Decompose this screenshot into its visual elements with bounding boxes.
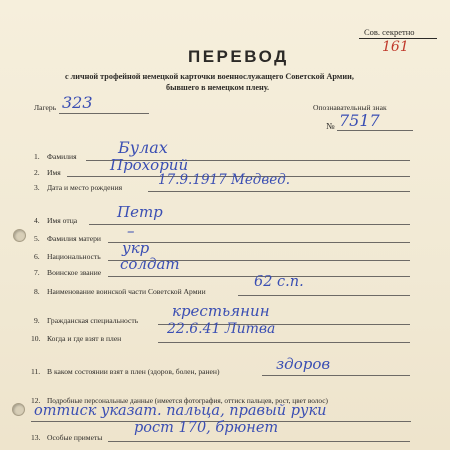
field-9-label: Гражданская специальность: [47, 316, 139, 325]
camp-label: Лагерь: [34, 103, 57, 112]
field-13-value: рост 170, брюнет: [134, 420, 279, 436]
field-6-num: 6.: [34, 252, 40, 261]
field-6-value: укр: [122, 239, 150, 257]
field-12-value: оттиск указат. пальца, правый руки: [34, 403, 327, 419]
field-13-label: Особые приметы: [47, 433, 103, 442]
subtitle-line-2: бывшего в немецком плену.: [166, 83, 270, 92]
field-8-num: 8.: [34, 287, 40, 296]
field-11-line: [262, 375, 410, 376]
punch-hole-bottom: [12, 403, 25, 416]
id-tag-prefix: №: [326, 121, 335, 131]
field-6-label: Национальность: [47, 252, 101, 261]
field-3-value: 17.9.1917 Медвед.: [158, 172, 291, 188]
field-12-num: 12.: [31, 396, 41, 405]
page-title: ПЕРЕВОД: [188, 47, 289, 66]
field-8-label: Наименование воинской части Советской Армии: [47, 287, 206, 296]
camp-underline: [59, 113, 149, 114]
field-11-num: 11.: [31, 367, 41, 376]
classification-number: 161: [382, 39, 409, 55]
id-tag-value: 7517: [339, 111, 380, 130]
field-3-label: Дата и место рождения: [47, 183, 123, 192]
field-5-value: –: [127, 222, 135, 240]
field-5-label: Фамилия матери: [47, 234, 101, 243]
field-2-value: Прохорий: [110, 156, 189, 174]
field-3-line: [148, 191, 410, 192]
field-2-num: 2.: [34, 168, 40, 177]
field-4-num: 4.: [34, 216, 40, 225]
field-4-value: Петр: [117, 203, 163, 221]
field-11-label: В каком состоянии взят в плен (здоров, болен, ранен): [47, 367, 220, 376]
field-10-line: [158, 342, 410, 343]
punch-hole-top: [13, 229, 26, 242]
field-13-num: 13.: [31, 433, 41, 442]
id-tag-underline: [337, 130, 413, 131]
field-1-label: Фамилия: [47, 152, 77, 161]
field-5-num: 5.: [34, 234, 40, 243]
classification-underline: [359, 27, 437, 39]
subtitle-line-1: с личной трофейной немецкой карточки военнослужащего Советской Армии,: [65, 72, 354, 81]
field-11-value: здоров: [276, 355, 331, 373]
field-2-label: Имя: [47, 168, 61, 177]
camp-value: 323: [62, 93, 93, 112]
field-10-label: Когда и где взят в плен: [47, 334, 122, 343]
field-1-num: 1.: [34, 152, 40, 161]
field-3-num: 3.: [34, 183, 40, 192]
field-7-label: Воинское звание: [47, 268, 102, 277]
field-4-label: Имя отца: [47, 216, 78, 225]
field-9-value: крестьянин: [172, 302, 270, 320]
field-12-label: Подробные персональные данные (имеется фотография, оттиск пальцев, рост, цвет волос): [47, 396, 328, 405]
field-10-num: 10.: [31, 334, 41, 343]
classification-label: Сов. секретно: [364, 27, 415, 37]
field-8-value: 62 с.п.: [254, 274, 304, 290]
field-10-value: 22.6.41 Литва: [167, 321, 276, 337]
field-13-line: [108, 441, 410, 442]
field-7-value: солдат: [120, 255, 180, 273]
field-5-line: [108, 242, 410, 243]
field-8-line: [238, 295, 410, 296]
field-4-line: [89, 224, 410, 225]
field-7-num: 7.: [34, 268, 40, 277]
id-tag-label: Опознавательный знак: [313, 103, 387, 112]
field-9-num: 9.: [34, 316, 40, 325]
field-1-value: Булах: [118, 138, 168, 157]
